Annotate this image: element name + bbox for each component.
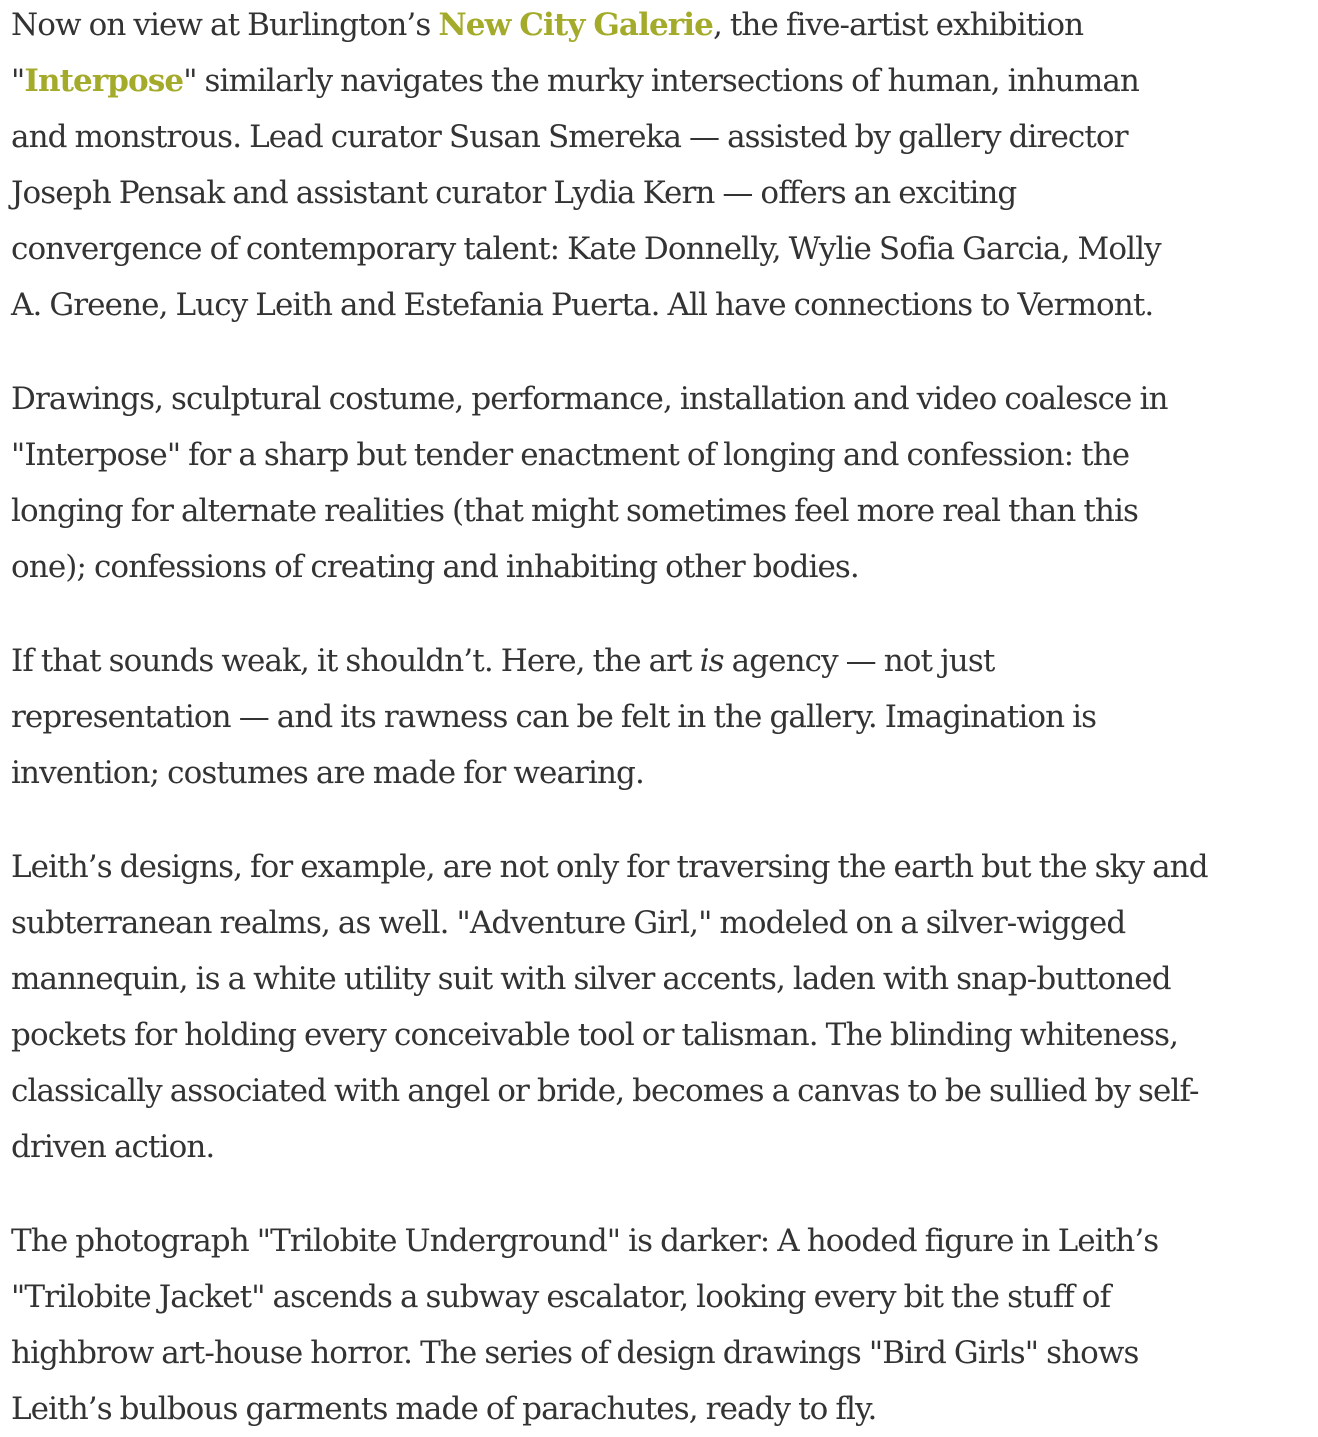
paragraph-4-line-6: driven action. [11, 1129, 215, 1165]
paragraph-4-line-1: Leith’s designs, for example, are not only for traversing the earth but the sky and [11, 849, 1208, 885]
paragraph-5-line-1: The photograph "Trilobite Underground" is darker: A hooded figure in Leith’s [11, 1223, 1159, 1259]
paragraph-4-line-5: classically associated with angel or bride, becomes a canvas to be sullied by self- [11, 1073, 1199, 1109]
paragraph-2-line-2: "Interpose" for a sharp but tender enactment of longing and confession: the [11, 437, 1130, 473]
text-run: Now on view at Burlington’s [11, 7, 439, 43]
paragraph-3-line-2: representation — and its rawness can be felt in the gallery. Imagination is [11, 699, 1097, 735]
text-run: " [11, 63, 25, 99]
paragraph-3-line-1 [11, 633, 1312, 689]
paragraph-3 [11, 633, 1312, 801]
paragraph-1-line-6: A. Greene, Lucy Leith and Estefania Puerta. All have connections to Vermont. [11, 287, 1154, 323]
paragraph-1-line-2 [11, 53, 1312, 109]
paragraph-4-line-2: subterranean realms, as well. "Adventure Girl," modeled on a silver-wigged [11, 905, 1126, 941]
interpose-link[interactable]: Interpose [24, 63, 184, 99]
paragraph-2 [11, 371, 1312, 595]
paragraph-3-line-3: invention; costumes are made for wearing. [11, 755, 644, 791]
paragraph-1 [11, 0, 1312, 333]
paragraph-5 [11, 1213, 1312, 1437]
emphasis: is [699, 643, 724, 679]
paragraph-4-line-4: pockets for holding every conceivable tool or talisman. The blinding whiteness, [11, 1017, 1179, 1053]
new-city-galerie-link[interactable]: New City Galerie [438, 7, 713, 43]
text-run: If that sounds weak, it shouldn’t. Here, the art [11, 643, 700, 679]
paragraph-2-line-1: Drawings, sculptural costume, performance, installation and video coalesce in [11, 381, 1168, 417]
text-run: " similarly navigates the murky intersections of human, inhuman [183, 63, 1139, 99]
text-run: , the five-artist exhibition [712, 7, 1084, 43]
paragraph-1-line-5: convergence of contemporary talent: Kate Donnelly, Wylie Sofia Garcia, Molly [11, 231, 1161, 267]
paragraph-1-line-3: and monstrous. Lead curator Susan Smereka — assisted by gallery director [11, 119, 1128, 155]
paragraph-5-line-3: highbrow art-house horror. The series of design drawings "Bird Girls" shows [11, 1335, 1139, 1371]
paragraph-4-line-3: mannequin, is a white utility suit with silver accents, laden with snap-buttoned [11, 961, 1171, 997]
text-run: agency — not just [723, 643, 995, 679]
paragraph-2-line-4: one); confessions of creating and inhabiting other bodies. [11, 549, 859, 585]
paragraph-5-line-2: "Trilobite Jacket" ascends a subway escalator, looking every bit the stuff of [11, 1279, 1111, 1315]
paragraph-1-line-4: Joseph Pensak and assistant curator Lydia Kern — offers an exciting [11, 175, 1017, 211]
paragraph-2-line-3: longing for alternate realities (that might sometimes feel more real than this [11, 493, 1138, 529]
paragraph-5-line-4: Leith’s bulbous garments made of parachutes, ready to fly. [11, 1391, 877, 1427]
paragraph-1-line-1 [11, 0, 1312, 53]
paragraph-4 [11, 839, 1312, 1175]
